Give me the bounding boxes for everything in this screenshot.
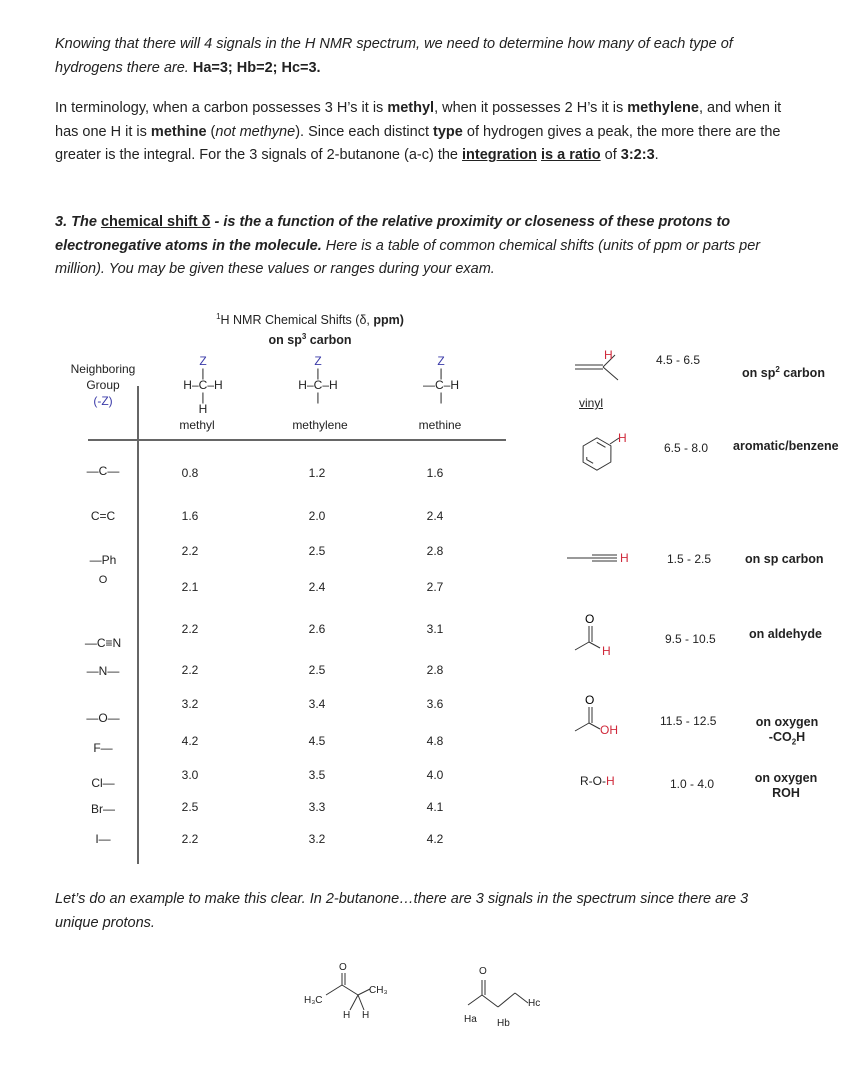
column-header-methine: methine <box>418 418 462 432</box>
mol2-o: O <box>479 966 487 977</box>
t: 1 <box>216 312 221 321</box>
group-label: C=C <box>90 509 116 523</box>
mol1-ch3: CH₃ <box>369 985 388 996</box>
shift-value: 2.4 <box>308 580 326 594</box>
shift-value: 3.5 <box>308 768 326 782</box>
svg-text:O: O <box>585 693 595 707</box>
t: integration <box>462 147 537 163</box>
shift-value: 4.2 <box>426 832 444 846</box>
alcohol-structure <box>580 774 615 788</box>
alkyne-structure <box>567 550 627 566</box>
t: of <box>604 147 617 163</box>
vinyl-desc <box>742 365 825 380</box>
t: H <box>198 402 208 416</box>
t: on oxygen <box>755 715 819 729</box>
shift-value: 2.7 <box>426 580 444 594</box>
t: Z <box>314 354 322 368</box>
t: Z <box>437 354 445 368</box>
shift-value: 4.0 <box>426 768 444 782</box>
shift-value: 2.0 <box>308 509 326 523</box>
aldehyde-h: H <box>602 644 611 658</box>
group-label: Cl— <box>91 776 115 790</box>
intro-paragraph <box>55 33 795 80</box>
t: . <box>654 147 659 163</box>
shift-value: 2.5 <box>181 800 199 814</box>
aldehyde-desc: on aldehyde <box>749 627 822 641</box>
shift-value: 2.2 <box>181 663 199 677</box>
alcohol-desc <box>755 771 818 801</box>
group-label: —N— <box>86 664 120 678</box>
table-title <box>216 312 404 327</box>
table-subtitle <box>269 332 352 347</box>
benzene-h: H <box>618 431 627 445</box>
shift-value: 2.4 <box>426 509 444 523</box>
t: C <box>313 378 323 392</box>
t: H <box>606 774 615 788</box>
t: -CO <box>768 730 792 744</box>
table-header-divider <box>88 439 506 441</box>
group-label: —Ph <box>89 553 117 567</box>
shift-value: 2.5 <box>308 663 326 677</box>
shift-value: 4.5 <box>308 734 326 748</box>
t: Neighboring <box>70 362 136 376</box>
t: carbon <box>309 333 352 348</box>
t: H <box>450 378 460 392</box>
shift-value: 3.1 <box>426 622 444 636</box>
t: In terminology, when a carbon possesses 3 H’s it is <box>55 100 384 116</box>
t: , and when it has one H it is <box>55 100 782 140</box>
shift-value: 1.2 <box>308 466 326 480</box>
shift-value: 2.8 <box>426 663 444 677</box>
aromatic-desc: aromatic/benzene <box>733 439 839 453</box>
group-label: —C— <box>86 464 120 478</box>
vinyl-range: 4.5 - 6.5 <box>656 353 701 367</box>
aldehyde-range: 9.5 - 10.5 <box>665 632 716 646</box>
mol1-h: H <box>362 1010 370 1021</box>
shift-value: 3.3 <box>308 800 326 814</box>
shift-value: 3.6 <box>426 697 444 711</box>
t: methylene <box>627 100 699 116</box>
alcohol-range: 1.0 - 4.0 <box>670 777 715 791</box>
t: - is the a function of the relative proximity or closeness of these protons to electronegative atoms in the molecule. <box>55 214 731 254</box>
t: chemical shift δ <box>100 214 211 230</box>
table-vertical-divider <box>137 386 139 864</box>
t: methine <box>150 123 207 140</box>
shift-value: 3.2 <box>181 697 199 711</box>
t: 2 <box>775 365 780 374</box>
shift-value: 2.8 <box>426 544 444 558</box>
label-hc: Hc <box>528 998 541 1009</box>
t: methyl <box>387 100 435 116</box>
t: ( <box>210 123 216 140</box>
shift-value: 1.6 <box>181 509 199 523</box>
svg-text:O: O <box>585 612 595 626</box>
mol1-h: H <box>343 1010 351 1021</box>
t: H <box>183 378 192 392</box>
shift-value: 2.1 <box>181 580 199 594</box>
group-label: —O— <box>86 711 120 725</box>
shift-value: 4.1 <box>426 800 444 814</box>
methyl-structure: Z | H–C–H | H <box>183 354 223 416</box>
shift-value: 2.2 <box>181 622 199 636</box>
shift-value: 3.0 <box>181 768 199 782</box>
mol1-o: O <box>339 962 347 973</box>
t: carbon <box>783 366 825 381</box>
t: C <box>198 378 208 392</box>
t: H <box>329 378 338 392</box>
t: Group <box>86 378 120 392</box>
aldehyde-structure <box>572 612 622 657</box>
t: is a ratio <box>540 147 601 163</box>
group-header <box>71 361 136 409</box>
t: 2 <box>791 737 797 747</box>
vinyl-h: H <box>604 348 613 362</box>
acid-range: 11.5 - 12.5 <box>660 714 717 728</box>
alkyne-h: H <box>620 551 629 565</box>
group-label: Br— <box>91 802 115 816</box>
shift-value: 3.2 <box>308 832 326 846</box>
t: ROH <box>772 786 800 800</box>
t: H <box>796 730 806 744</box>
t: R-O- <box>580 774 606 788</box>
column-header-methylene: methylene <box>292 418 348 432</box>
t: (-Z) <box>93 394 113 408</box>
label-hb: Hb <box>497 1018 510 1029</box>
shift-value: 3.4 <box>308 697 326 711</box>
t: on oxygen <box>754 771 818 785</box>
shift-value: 2.2 <box>181 544 199 558</box>
t: ). Since each distinct <box>295 123 429 140</box>
t: on sp <box>742 366 776 381</box>
vinyl-label: vinyl <box>579 396 604 410</box>
t: of hydrogen gives a peak, the more there are the greater is the integral. For the 3 signals of 2-butanone (a-c) the <box>55 123 781 163</box>
t: on sp <box>268 333 302 348</box>
shift-value: 4.8 <box>426 734 444 748</box>
shift-value: 1.6 <box>426 466 444 480</box>
methylene-structure: Z | H–C–H | <box>298 354 338 404</box>
shift-value: 2.5 <box>308 544 326 558</box>
terminology-paragraph <box>55 97 795 168</box>
t: H <box>298 378 307 392</box>
t: 3. The <box>55 214 97 230</box>
t: H NMR Chemical Shifts (δ, <box>220 313 370 328</box>
mol1-h3c: H₃C <box>304 995 323 1006</box>
shift-value: 2.6 <box>308 622 326 636</box>
t: Z <box>199 354 207 368</box>
sp-range: 1.5 - 2.5 <box>667 552 712 566</box>
example-paragraph: Let’s do an example to make this clear. In 2-butanone…there are 3 signals in the spectrum since there are 3 unique protons. <box>55 891 749 931</box>
intro-text: Knowing that there will 4 signals in the H NMR spectrum, we need to determine how many of each type of hydrogens there are. <box>55 36 733 76</box>
t: type <box>433 123 463 140</box>
group-label: I— <box>95 832 111 846</box>
t: 3:2:3 <box>620 147 655 163</box>
t: 3 <box>301 332 307 341</box>
sp-desc: on sp carbon <box>745 552 824 566</box>
column-header-methyl: methyl <box>179 418 215 432</box>
hydrogen-counts: Ha=3; Hb=2; Hc=3. <box>192 59 321 76</box>
label-ha: Ha <box>464 1014 477 1025</box>
methine-structure: Z | —C–H | <box>422 354 460 404</box>
group-label: —C≡N <box>84 636 122 650</box>
t: not methyne <box>215 123 296 140</box>
group-label: F— <box>93 741 113 755</box>
group-label: O <box>98 574 108 586</box>
t: , when it possesses 2 H’s it is <box>434 100 624 116</box>
acid-desc <box>756 715 819 750</box>
shift-value: 4.2 <box>181 734 199 748</box>
t: C <box>434 378 444 392</box>
aromatic-range: 6.5 - 8.0 <box>664 441 709 455</box>
t: Here is a table of common chemical shifts (units of ppm or parts per million). You may be given these values or ranges during your exam. <box>55 237 761 277</box>
t: H <box>214 378 223 392</box>
shift-value: 2.2 <box>181 832 199 846</box>
chemical-shift-paragraph <box>55 211 795 282</box>
shift-value: 0.8 <box>181 466 199 480</box>
acid-oh: OH <box>600 723 618 737</box>
t: ppm) <box>373 313 404 328</box>
